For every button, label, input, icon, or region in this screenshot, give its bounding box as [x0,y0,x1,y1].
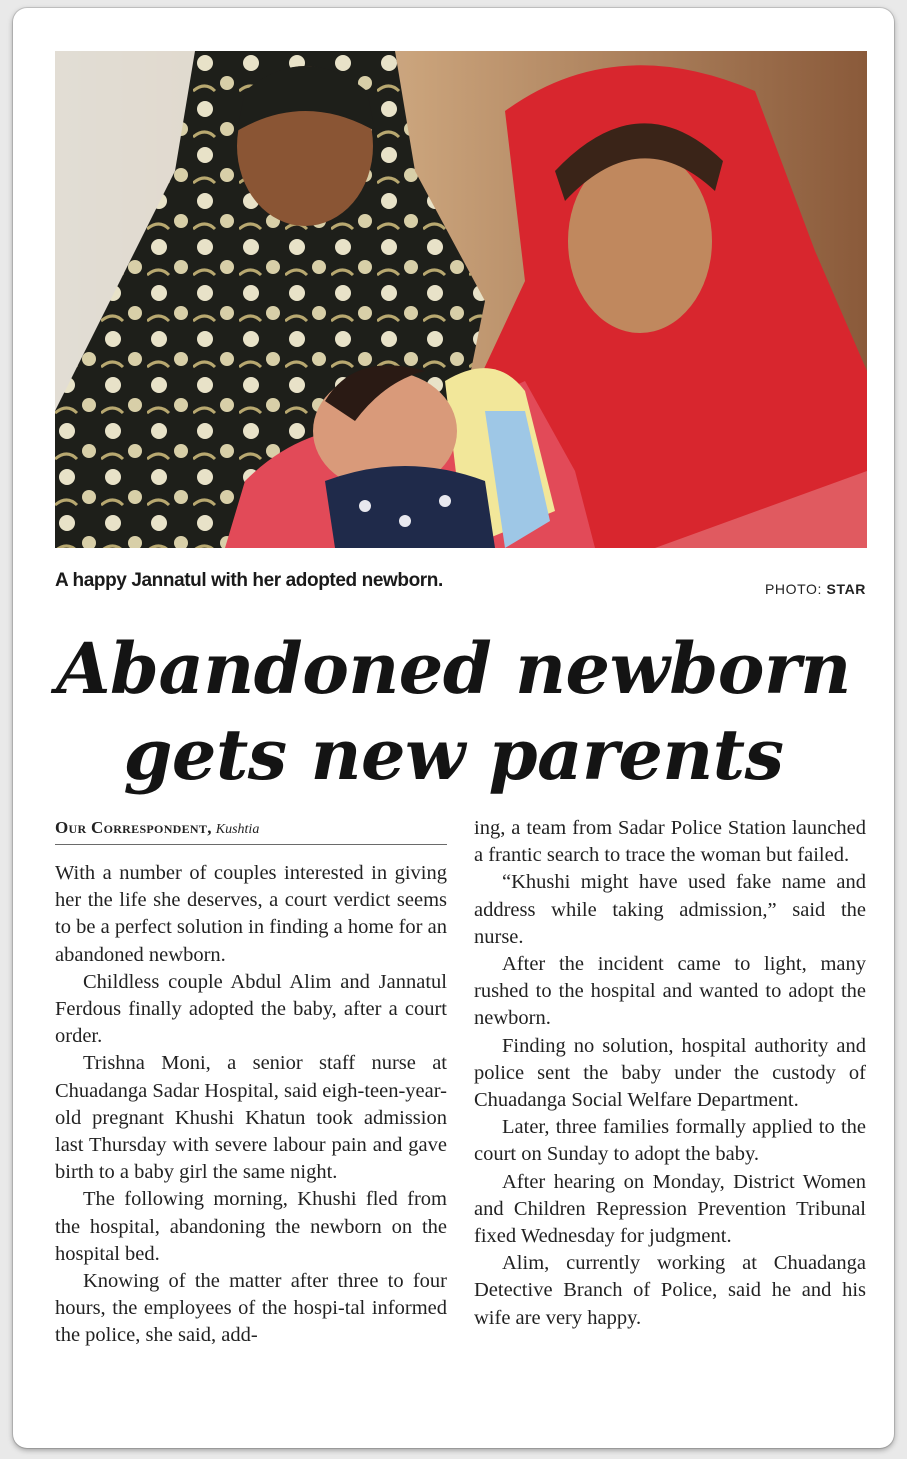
headline [13,626,894,798]
byline-name: Our Correspondent, [55,818,212,837]
article-paragraph: Knowing of the matter after three to four hours, the employees of the hospi-tal informed the police, she said, add- [55,1270,447,1347]
article-column-left [55,860,447,1350]
byline-place: Kushtia [215,822,260,837]
news-photo [55,51,867,548]
article-paragraph: The following morning, Khushi fled from the hospital, abandoning the newborn on the hospital bed. [55,1188,447,1265]
article-paragraph: Alim, currently working at Chuadanga Detective Branch of Police, said he and his wife are very happy. [474,1252,866,1329]
article-paragraph: Trishna Moni, a senior staff nurse at Chuadanga Sadar Hospital, said eigh-teen-year-old pregnant Khushi Khatun took admission last Thursday with severe labour pain and gave birth to a baby girl the same night. [55,1052,447,1184]
article-paragraph: Finding no solution, hospital authority and police sent the baby under the custody of Chuadanga Social Welfare Department. [474,1034,866,1112]
photo-credit-source: STAR [826,581,866,597]
photo-caption: A happy Jannatul with her adopted newborn. [55,570,443,591]
article-paragraph: After the incident came to light, many rushed to the hospital and wanted to adopt the newborn. [474,953,866,1030]
headline-line-2: gets new parents [123,713,784,796]
photo-credit [765,581,866,597]
article-column-right [474,815,866,1332]
photo-illustration [55,51,867,548]
article-paragraph: “Khushi might have used fake name and address while taking admission,” said the nurse. [474,871,866,948]
article-paragraph: After hearing on Monday, District Women and Children Repression Prevention Tribunal fixed Wednesday for judgment. [474,1170,866,1248]
article-paragraph: With a number of couples interested in giving her the life she deserves, a court verdict seems to be a perfect solution in finding a home for an abandoned newborn. [55,862,447,966]
byline [55,818,447,845]
article-paragraph: Later, three families formally applied to the court on Sunday to adopt the baby. [474,1116,866,1166]
article-paragraph: ing, a team from Sadar Police Station launched a frantic search to trace the woman but failed. [474,817,866,867]
headline-line-1: Abandoned newborn [56,627,851,710]
photo-credit-label: PHOTO: [764,581,823,597]
newspaper-clipping [13,8,894,1448]
article-paragraph: Childless couple Abdul Alim and Jannatul Ferdous finally adopted the baby, after a court order. [55,970,447,1048]
